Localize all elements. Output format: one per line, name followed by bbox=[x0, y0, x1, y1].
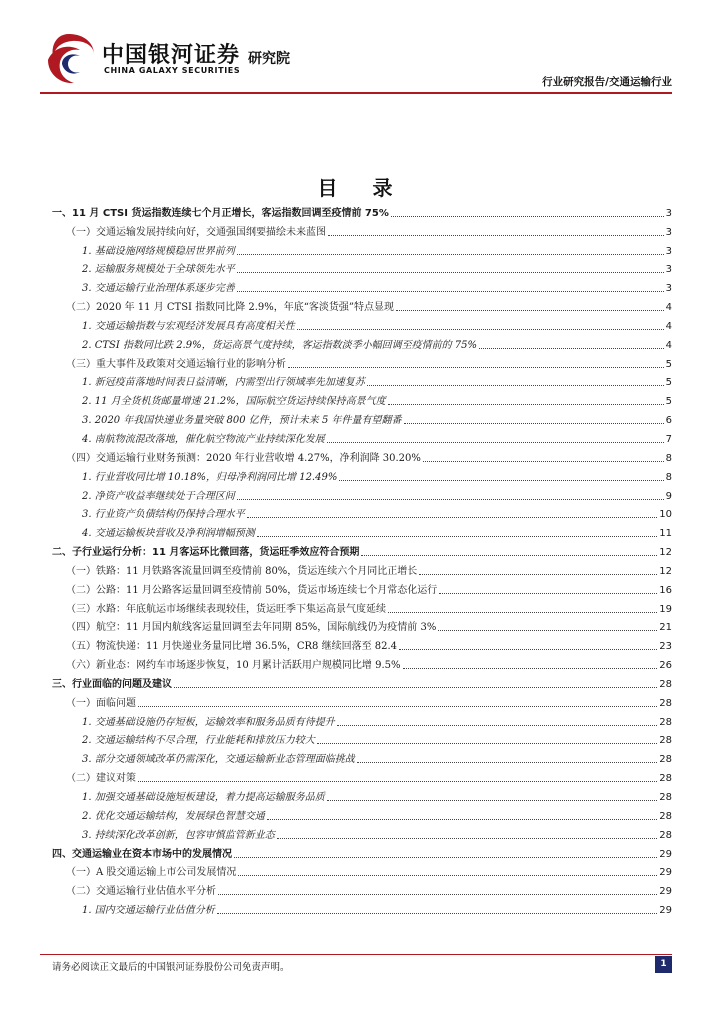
toc-entry-page: 8 bbox=[665, 452, 672, 464]
toc-entry-page: 3 bbox=[665, 245, 672, 257]
toc-entry-label: （四）交通运输行业财务预测：2020 年行业营收增 4.27%，净利润降 30.20% bbox=[66, 452, 421, 464]
toc-leader-dots bbox=[423, 461, 664, 462]
toc-entry-label: 1. 交通基础设施仍存短板，运输效率和服务品质有待提升 bbox=[82, 716, 335, 728]
toc-entry-page: 3 bbox=[665, 264, 672, 276]
toc-leader-dots bbox=[361, 555, 657, 556]
toc-leader-dots bbox=[404, 423, 664, 424]
toc-leader-dots bbox=[247, 517, 658, 518]
toc-title: 目 录 bbox=[317, 176, 407, 200]
toc-entry-page: 29 bbox=[659, 848, 672, 860]
toc-entry[interactable] bbox=[52, 599, 672, 618]
toc-entry[interactable] bbox=[52, 806, 672, 825]
toc-entry[interactable] bbox=[52, 203, 672, 222]
toc-entry-page: 29 bbox=[659, 905, 672, 917]
toc-leader-dots bbox=[277, 838, 658, 839]
toc-leader-dots bbox=[339, 480, 663, 481]
toc-entry-page: 16 bbox=[659, 584, 672, 596]
toc-entry-label: 1. 行业营收同比增 10.18%，归母净利润同比增 12.49% bbox=[82, 471, 338, 483]
toc-entry[interactable] bbox=[52, 429, 672, 448]
toc-entry-page: 8 bbox=[665, 471, 672, 483]
toc-entry[interactable] bbox=[52, 505, 672, 524]
toc-entry-page: 29 bbox=[659, 867, 672, 879]
toc-entry-label: 3. 持续深化改革创新，包容审慎监管新业态 bbox=[82, 829, 275, 841]
toc-leader-dots bbox=[388, 612, 657, 613]
toc-leader-dots bbox=[328, 235, 664, 236]
toc-entry-label: （一）A 股交通运输上市公司发展情况 bbox=[66, 867, 237, 879]
toc-entry[interactable] bbox=[52, 335, 672, 354]
toc-leader-dots bbox=[419, 574, 657, 575]
toc-entry-page: 4 bbox=[665, 320, 672, 332]
toc-entry[interactable] bbox=[52, 241, 672, 260]
toc-leader-dots bbox=[396, 310, 664, 311]
toc-entry[interactable] bbox=[52, 768, 672, 787]
toc-leader-dots bbox=[317, 743, 658, 744]
toc-leader-dots bbox=[327, 800, 658, 801]
toc-entry-page: 29 bbox=[659, 886, 672, 898]
toc-entry-page: 12 bbox=[659, 547, 672, 559]
toc-leader-dots bbox=[237, 499, 664, 500]
toc-leader-dots bbox=[257, 536, 658, 537]
toc-entry[interactable] bbox=[52, 448, 672, 467]
toc-entry[interactable] bbox=[52, 222, 672, 241]
toc-entry-label: 4. 南航物流混改落地，催化航空物流产业持续深化发展 bbox=[82, 433, 325, 445]
toc-leader-dots bbox=[327, 442, 664, 443]
toc-leader-dots bbox=[367, 385, 664, 386]
toc-entry-label: 四、交通运输业在资本市场中的发展情况 bbox=[52, 848, 232, 860]
toc-entry-label: 2. 交通运输结构不尽合理，行业能耗和排放压力较大 bbox=[82, 735, 315, 747]
toc-entry-label: （三）水路：年底航运市场继续表现较佳，货运旺季下集运高景气度延续 bbox=[66, 603, 386, 615]
toc-entry[interactable] bbox=[52, 391, 672, 410]
report-header bbox=[0, 0, 724, 98]
toc-leader-dots bbox=[297, 329, 664, 330]
toc-entry-label: （一）交通运输发展持续向好，交通强国纲要描绘未来蓝图 bbox=[66, 226, 326, 238]
toc-entry-page: 3 bbox=[665, 207, 672, 219]
toc-entry-label: （二）公路：11 月公路客运量回调至疫情前 50%，货运市场连续七个月常态化运行 bbox=[66, 584, 438, 596]
toc-entry-label: 一、11 月 CTSI 货运指数连续七个月正增长，客运指数回调至疫情前 75% bbox=[52, 207, 389, 219]
toc-leader-dots bbox=[388, 404, 664, 405]
toc-entry-label: （一）铁路：11 月铁路客流量回调至疫情前 80%，货运连续六个月同比正增长 bbox=[66, 565, 418, 577]
toc-entry-page: 23 bbox=[659, 641, 672, 653]
toc-entry[interactable] bbox=[52, 636, 672, 655]
toc-entry-page: 28 bbox=[659, 697, 672, 709]
toc-entry-label: （三）重大事件及政策对交通运输行业的影响分析 bbox=[66, 358, 286, 370]
toc-entry[interactable] bbox=[52, 278, 672, 297]
toc-entry[interactable] bbox=[52, 316, 672, 335]
toc-entry-label: 3. 2020 年我国快递业务量突破 800 亿件，预计未来 5 年件量有望翻番 bbox=[82, 415, 402, 427]
toc-entry-label: （二）2020 年 11 月 CTSI 指数同比降 2.9%，年底“客淡货强”特点显现 bbox=[66, 302, 394, 314]
toc-entry-page: 28 bbox=[659, 735, 672, 747]
toc-entry[interactable] bbox=[52, 523, 672, 542]
toc-leader-dots bbox=[174, 687, 657, 688]
toc-entry-page: 28 bbox=[659, 829, 672, 841]
toc-entry-page: 28 bbox=[659, 773, 672, 785]
toc-entry[interactable] bbox=[52, 693, 672, 712]
toc-entry[interactable] bbox=[52, 863, 672, 882]
toc-leader-dots bbox=[399, 649, 657, 650]
toc-entry-label: 1. 新冠疫苗落地时间表日益清晰，内需型出行领域率先加速复苏 bbox=[82, 377, 365, 389]
toc-entry-label: （一）面临问题 bbox=[66, 697, 136, 709]
toc-entry-page: 10 bbox=[659, 509, 672, 521]
header-divider bbox=[40, 92, 672, 94]
toc-leader-dots bbox=[138, 781, 657, 782]
toc-entry[interactable] bbox=[52, 373, 672, 392]
toc-leader-dots bbox=[357, 762, 658, 763]
toc-entry-page: 12 bbox=[659, 565, 672, 577]
toc-leader-dots bbox=[237, 272, 664, 273]
toc-entry-label: 1. 加强交通基础设施短板建设，着力提高运输服务品质 bbox=[82, 792, 325, 803]
toc-entry[interactable] bbox=[52, 731, 672, 750]
toc-leader-dots bbox=[218, 894, 657, 895]
toc-entry-label: 3. 行业资产负债结构仍保持合理水平 bbox=[82, 509, 245, 521]
toc-entry-page: 11 bbox=[659, 528, 672, 540]
toc-entry[interactable] bbox=[52, 655, 672, 674]
toc-entry-page: 19 bbox=[659, 603, 672, 615]
toc-entry[interactable] bbox=[52, 618, 672, 637]
toc-entry-page: 6 bbox=[665, 415, 672, 427]
toc-leader-dots bbox=[237, 291, 664, 292]
toc-entry-page: 4 bbox=[665, 302, 672, 314]
toc-entry[interactable] bbox=[52, 561, 672, 580]
toc-leader-dots bbox=[237, 254, 664, 255]
toc-entry-label: 2. CTSI 指数同比跌 2.9%，货运高景气度持续，客运指数淡季小幅回调至疫情前的 75% bbox=[82, 339, 478, 351]
toc-entry[interactable] bbox=[52, 297, 672, 316]
toc-entry-label: 1. 基础设施网络规模稳居世界前列 bbox=[82, 245, 235, 257]
toc-entry-page: 28 bbox=[659, 678, 672, 690]
company-name-cn: 中国银河证券 bbox=[102, 43, 241, 68]
toc-entry-label: （二）建议对策 bbox=[66, 773, 136, 785]
toc-entry-page: 28 bbox=[659, 810, 672, 822]
toc-entry-label: 二、子行业运行分析：11 月客运环比微回落，货运旺季效应符合预期 bbox=[52, 547, 360, 559]
toc-entry[interactable] bbox=[52, 580, 672, 599]
toc-leader-dots bbox=[138, 706, 657, 707]
toc-entry-page: 28 bbox=[659, 716, 672, 728]
toc-entry-label: 3. 交通运输行业治理体系逐步完善 bbox=[82, 283, 235, 295]
toc-entry-page: 5 bbox=[665, 396, 672, 408]
toc-entry[interactable] bbox=[52, 712, 672, 731]
toc-entry-label: 2. 优化交通运输结构，发展绿色智慧交通 bbox=[82, 810, 265, 822]
toc-entry[interactable] bbox=[52, 787, 672, 806]
toc-entry-label: 2. 11 月全货机货邮量增速 21.2%，国际航空货运持续保持高景气度 bbox=[82, 396, 386, 408]
page-number: 1 bbox=[655, 956, 672, 973]
toc-leader-dots bbox=[391, 216, 664, 217]
toc-leader-dots bbox=[438, 630, 657, 631]
toc-entry-label: 4. 交通运输板块营收及净利润增幅预测 bbox=[82, 528, 255, 540]
toc-entry-page: 3 bbox=[665, 283, 672, 295]
toc-entry-page: 26 bbox=[659, 660, 672, 672]
toc-entry-page: 5 bbox=[665, 358, 672, 370]
toc-entry-label: （五）物流快递：11 月快递业务量同比增 36.5%，CR8 继续回落至 82.4 bbox=[66, 641, 398, 653]
toc-leader-dots bbox=[267, 819, 658, 820]
toc-entry-label: 2. 净资产收益率继续处于合理区间 bbox=[82, 490, 235, 502]
toc-entry-label: （六）新业态：网约车市场逐步恢复，10 月累计活跃用户规模同比增 9.5% bbox=[66, 660, 401, 672]
toc-entry[interactable] bbox=[52, 749, 672, 768]
toc-leader-dots bbox=[439, 593, 657, 594]
department-name: 研究院 bbox=[248, 51, 290, 67]
toc-leader-dots bbox=[479, 348, 664, 349]
toc-entry-page: 28 bbox=[659, 754, 672, 766]
report-type: 行业研究报告/交通运输行业 bbox=[542, 76, 672, 88]
toc-leader-dots bbox=[337, 725, 658, 726]
toc-entry-page: 4 bbox=[665, 339, 672, 351]
toc-entry-page: 7 bbox=[665, 433, 672, 445]
toc-entry-page: 21 bbox=[659, 622, 672, 634]
toc-leader-dots bbox=[234, 857, 657, 858]
company-name-en: CHINA GALAXY SECURITIES bbox=[104, 66, 241, 75]
toc-leader-dots bbox=[403, 668, 658, 669]
toc-entry-label: 2. 运输服务规模处于全球领先水平 bbox=[82, 264, 235, 276]
toc-entry[interactable] bbox=[52, 354, 672, 373]
toc-entry[interactable] bbox=[52, 881, 672, 900]
toc-entry[interactable] bbox=[52, 467, 672, 486]
toc-entry[interactable] bbox=[52, 542, 672, 561]
footer-disclaimer: 请务必阅读正文最后的中国银河证券股份公司免责声明。 bbox=[52, 962, 290, 973]
toc-entry[interactable] bbox=[52, 486, 672, 505]
toc-entry-label: （四）航空：11 月国内航线客运量回调至去年同期 85%，国际航线仍为疫情前 3% bbox=[66, 622, 437, 634]
toc-entry-page: 5 bbox=[665, 377, 672, 389]
toc-entry[interactable] bbox=[52, 900, 672, 919]
footer-divider bbox=[40, 954, 672, 955]
toc-leader-dots bbox=[217, 913, 658, 914]
toc-entry[interactable] bbox=[52, 844, 672, 863]
toc-entry-label: （二）交通运输行业估值水平分析 bbox=[66, 886, 216, 898]
toc-entry-label: 1. 交通运输指数与宏观经济发展具有高度相关性 bbox=[82, 320, 295, 332]
toc-entry-page: 9 bbox=[665, 490, 672, 502]
toc-entry[interactable] bbox=[52, 410, 672, 429]
table-of-contents bbox=[52, 203, 672, 919]
toc-leader-dots bbox=[288, 367, 664, 368]
toc-entry[interactable] bbox=[52, 825, 672, 844]
toc-entry-page: 28 bbox=[659, 792, 672, 803]
toc-leader-dots bbox=[238, 875, 657, 876]
galaxy-logo-icon bbox=[40, 30, 98, 88]
toc-entry-page: 3 bbox=[665, 226, 672, 238]
toc-entry[interactable] bbox=[52, 674, 672, 693]
toc-entry-label: 1. 国内交通运输行业估值分析 bbox=[82, 905, 215, 917]
toc-entry[interactable] bbox=[52, 260, 672, 279]
toc-entry-label: 3. 部分交通领域改革仍需深化，交通运输新业态管理面临挑战 bbox=[82, 754, 355, 766]
toc-entry-label: 三、行业面临的问题及建议 bbox=[52, 678, 172, 690]
